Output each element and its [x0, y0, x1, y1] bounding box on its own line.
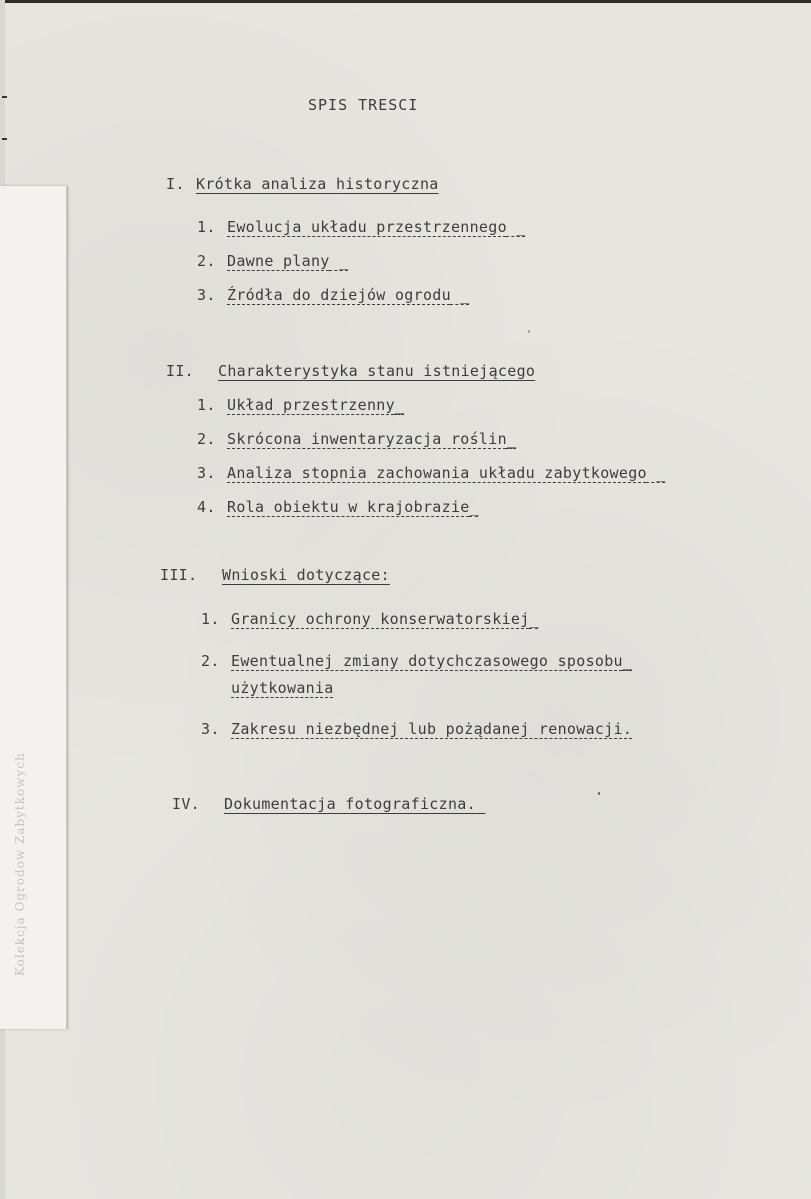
- item-text: Dawne plany: [227, 252, 330, 270]
- item-number: 4.: [197, 498, 216, 516]
- item-number: 1.: [197, 396, 216, 414]
- section-title: Charakterystyka stanu istniejącego: [218, 362, 536, 380]
- item-text: Skrócona inwentaryzacja roślin: [227, 430, 507, 448]
- item-text: Zakresu niezbędnej lub pożądanej renowacji.: [231, 720, 633, 738]
- section-heading: [166, 362, 545, 380]
- page-top-edge: [0, 0, 811, 3]
- toc-item: 1. Ewolucja układu przestrzennego _: [197, 218, 526, 236]
- toc-item: [201, 720, 632, 738]
- toc-item: 3. Źródła do dziejów ogrodu _: [197, 286, 470, 304]
- section-title: Wnioski dotyczące:: [222, 566, 390, 584]
- item-number: 2.: [201, 652, 220, 670]
- toc-item: 3. Analiza stopnia zachowania układu zabytkowego _: [197, 464, 666, 482]
- toc-item-continuation: [231, 679, 334, 697]
- toc-item: 2. Skrócona inwentaryzacja roślin_: [197, 430, 517, 448]
- item-number: 3.: [197, 464, 216, 482]
- margin-mark: [2, 96, 7, 98]
- toc-item: 1. Układ przestrzenny_: [197, 396, 405, 414]
- item-text: Ewolucja układu przestrzennego: [227, 218, 507, 236]
- item-number: 3.: [201, 720, 220, 738]
- section-numeral: II.: [166, 362, 194, 380]
- margin-mark: [2, 138, 7, 140]
- item-number: 1.: [197, 218, 216, 236]
- toc-item: 4. Rola obiektu w krajobrazie_: [197, 498, 479, 516]
- section-numeral: I.: [166, 175, 185, 193]
- slip-stamp: Kolekcja Ogrodow Zabytkowych: [13, 752, 27, 976]
- item-text: Rola obiektu w krajobrazie: [227, 498, 470, 516]
- section-title: Krótka analiza historyczna: [196, 175, 439, 193]
- item-number: 1.: [201, 610, 220, 628]
- item-text: Analiza stopnia zachowania układu zabytkowego: [227, 464, 647, 482]
- item-text: Ewentualnej zmiany dotychczasowego sposobu: [231, 652, 623, 670]
- page-title: SPIS TRESCI: [308, 96, 419, 114]
- section-heading: [172, 795, 485, 813]
- toc-item: 1. Granicy ochrony konserwatorskiej_: [201, 610, 539, 628]
- toc-item: 2. Ewentualnej zmiany dotychczasowego sposobu_: [201, 652, 633, 670]
- item-text: użytkowania: [231, 679, 334, 697]
- ink-speck: [528, 330, 530, 333]
- item-text: Źródła do dziejów ogrodu: [227, 286, 451, 304]
- section-numeral: IV.: [172, 795, 200, 813]
- item-number: 3.: [197, 286, 216, 304]
- section-heading: [160, 566, 390, 584]
- paper-slip: [0, 186, 67, 1029]
- section-heading: [166, 175, 448, 193]
- item-text: Układ przestrzenny: [227, 396, 395, 414]
- section-title: Dokumentacja fotograficzna.: [224, 795, 476, 813]
- toc-item: 2. Dawne plany _: [197, 252, 349, 270]
- section-numeral: III.: [160, 566, 198, 584]
- item-text: Granicy ochrony konserwatorskiej: [231, 610, 530, 628]
- item-number: 2.: [197, 430, 216, 448]
- item-number: 2.: [197, 252, 216, 270]
- ink-speck: [598, 792, 600, 795]
